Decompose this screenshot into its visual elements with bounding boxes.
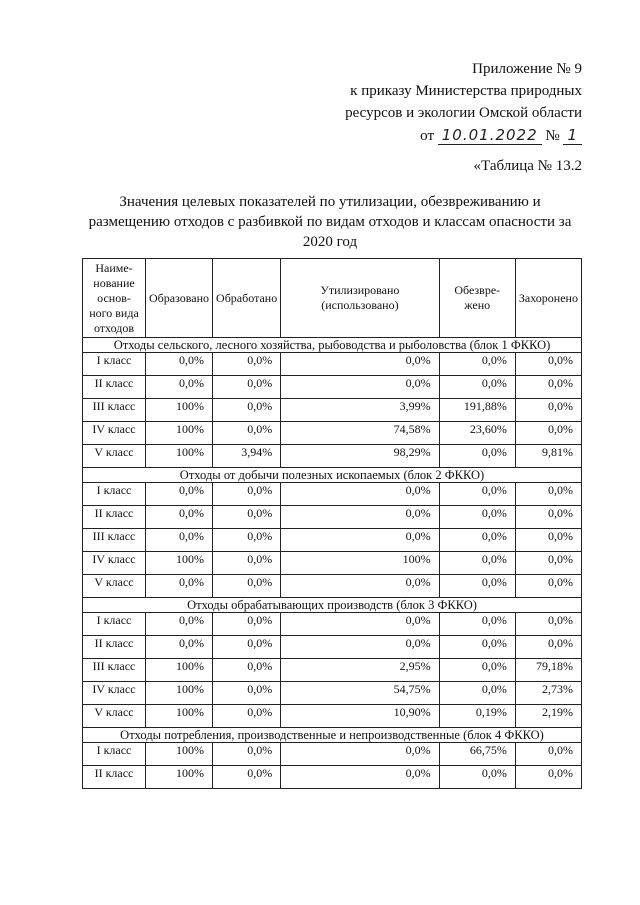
buried-cell: 9,81%	[515, 445, 581, 468]
class-cell: I класс	[83, 613, 146, 636]
table-row	[83, 483, 582, 506]
processed-cell: 0,0%	[213, 399, 281, 422]
class-cell: IV класс	[83, 552, 146, 575]
class-cell: II класс	[83, 636, 146, 659]
order-reference	[420, 124, 582, 147]
block-title-row	[83, 468, 582, 483]
class-cell: V класс	[83, 575, 146, 598]
buried-cell: 0,0%	[515, 353, 581, 376]
buried-cell: 79,18%	[515, 659, 581, 682]
buried-cell: 2,73%	[515, 682, 581, 705]
order-number: 1	[563, 126, 582, 145]
neutralized-cell: 191,88%	[439, 399, 515, 422]
buried-cell: 0,0%	[515, 552, 581, 575]
utilized-cell: 0,0%	[281, 613, 439, 636]
waste-targets-table	[82, 258, 582, 789]
table-row	[83, 399, 582, 422]
class-cell: III класс	[83, 659, 146, 682]
table-row	[83, 636, 582, 659]
class-cell: V класс	[83, 445, 146, 468]
buried-cell: 0,0%	[515, 636, 581, 659]
table-row	[83, 422, 582, 445]
utilized-cell: 0,0%	[281, 766, 439, 789]
block-title: Отходы обрабатывающих производств (блок 3 ФККО)	[83, 598, 582, 613]
generated-cell: 0,0%	[146, 376, 213, 399]
appendix-line-2: к приказу Министерства природных	[350, 83, 582, 99]
generated-cell: 100%	[146, 445, 213, 468]
generated-cell: 0,0%	[146, 529, 213, 552]
generated-cell: 100%	[146, 743, 213, 766]
table-row	[83, 445, 582, 468]
generated-cell: 0,0%	[146, 613, 213, 636]
neutralized-cell: 0,0%	[439, 575, 515, 598]
buried-cell: 0,0%	[515, 613, 581, 636]
buried-cell: 0,0%	[515, 743, 581, 766]
class-cell: II класс	[83, 506, 146, 529]
processed-cell: 0,0%	[213, 506, 281, 529]
class-cell: IV класс	[83, 682, 146, 705]
buried-cell: 0,0%	[515, 376, 581, 399]
table-label: «Таблица № 13.2	[473, 158, 582, 174]
table-row	[83, 766, 582, 789]
table-row	[83, 682, 582, 705]
class-cell: I класс	[83, 353, 146, 376]
processed-cell: 0,0%	[213, 682, 281, 705]
processed-cell: 0,0%	[213, 376, 281, 399]
block-title-row	[83, 728, 582, 743]
generated-cell: 100%	[146, 705, 213, 728]
buried-cell: 0,0%	[515, 422, 581, 445]
neutralized-cell: 0,0%	[439, 529, 515, 552]
class-cell: III класс	[83, 529, 146, 552]
appendix-line-3: ресурсов и экологии Омской области	[345, 105, 582, 121]
class-cell: I класс	[83, 483, 146, 506]
neutralized-cell: 0,0%	[439, 353, 515, 376]
table-row	[83, 575, 582, 598]
table-row	[83, 743, 582, 766]
utilized-cell: 2,95%	[281, 659, 439, 682]
utilized-cell: 10,90%	[281, 705, 439, 728]
block-title: Отходы сельского, лесного хозяйства, рыбоводства и рыболовства (блок 1 ФККО)	[83, 338, 582, 353]
processed-cell: 0,0%	[213, 552, 281, 575]
header-waste-type: Наиме-нование основ-ного вида отходов	[83, 259, 146, 338]
utilized-cell: 0,0%	[281, 743, 439, 766]
order-date: 10.01.2022	[438, 126, 542, 145]
utilized-cell: 0,0%	[281, 483, 439, 506]
processed-cell: 0,0%	[213, 422, 281, 445]
class-cell: II класс	[83, 376, 146, 399]
neutralized-cell: 0,0%	[439, 483, 515, 506]
neutralized-cell: 0,0%	[439, 682, 515, 705]
buried-cell: 0,0%	[515, 529, 581, 552]
neutralized-cell: 0,0%	[439, 636, 515, 659]
buried-cell: 0,0%	[515, 575, 581, 598]
processed-cell: 0,0%	[213, 766, 281, 789]
buried-cell: 0,0%	[515, 766, 581, 789]
utilized-cell: 0,0%	[281, 529, 439, 552]
block-title-row	[83, 338, 582, 353]
order-number-label: №	[545, 128, 560, 144]
utilized-cell: 0,0%	[281, 506, 439, 529]
table-row	[83, 506, 582, 529]
buried-cell: 0,0%	[515, 399, 581, 422]
generated-cell: 100%	[146, 422, 213, 445]
table-row	[83, 529, 582, 552]
processed-cell: 0,0%	[213, 483, 281, 506]
neutralized-cell: 0,0%	[439, 766, 515, 789]
processed-cell: 3,94%	[213, 445, 281, 468]
table-row	[83, 705, 582, 728]
utilized-cell: 0,0%	[281, 575, 439, 598]
table-row	[83, 659, 582, 682]
generated-cell: 100%	[146, 766, 213, 789]
processed-cell: 0,0%	[213, 659, 281, 682]
neutralized-cell: 0,0%	[439, 552, 515, 575]
processed-cell: 0,0%	[213, 529, 281, 552]
neutralized-cell: 0,0%	[439, 613, 515, 636]
class-cell: I класс	[83, 743, 146, 766]
header-generated: Образовано	[146, 259, 213, 338]
buried-cell: 2,19%	[515, 705, 581, 728]
neutralized-cell: 0,0%	[439, 506, 515, 529]
processed-cell: 0,0%	[213, 636, 281, 659]
document-title: Значения целевых показателей по утилизации, обезвреживанию и размещению отходов с разбивкой по видам отходов и классам опасности за 2020 год	[88, 194, 572, 250]
utilized-cell: 0,0%	[281, 353, 439, 376]
generated-cell: 0,0%	[146, 483, 213, 506]
utilized-cell: 74,58%	[281, 422, 439, 445]
header-neutralized: Обезвре-жено	[439, 259, 515, 338]
header-processed: Обработано	[213, 259, 281, 338]
generated-cell: 0,0%	[146, 575, 213, 598]
utilized-cell: 3,99%	[281, 399, 439, 422]
neutralized-cell: 0,0%	[439, 376, 515, 399]
utilized-cell: 0,0%	[281, 376, 439, 399]
table-row	[83, 376, 582, 399]
class-cell: III класс	[83, 399, 146, 422]
class-cell: V класс	[83, 705, 146, 728]
processed-cell: 0,0%	[213, 705, 281, 728]
generated-cell: 0,0%	[146, 353, 213, 376]
generated-cell: 100%	[146, 682, 213, 705]
class-cell: IV класс	[83, 422, 146, 445]
table-row	[83, 353, 582, 376]
processed-cell: 0,0%	[213, 575, 281, 598]
table-row	[83, 613, 582, 636]
utilized-cell: 54,75%	[281, 682, 439, 705]
header-buried: Захоронено	[515, 259, 581, 338]
appendix-header	[345, 58, 582, 147]
processed-cell: 0,0%	[213, 743, 281, 766]
header-utilized: Утилизировано (использовано)	[281, 259, 439, 338]
table-header-row	[83, 259, 582, 338]
utilized-cell: 100%	[281, 552, 439, 575]
generated-cell: 0,0%	[146, 636, 213, 659]
generated-cell: 100%	[146, 552, 213, 575]
generated-cell: 100%	[146, 659, 213, 682]
class-cell: II класс	[83, 766, 146, 789]
generated-cell: 0,0%	[146, 506, 213, 529]
block-title: Отходы от добычи полезных ископаемых (блок 2 ФККО)	[83, 468, 582, 483]
processed-cell: 0,0%	[213, 353, 281, 376]
neutralized-cell: 0,19%	[439, 705, 515, 728]
generated-cell: 100%	[146, 399, 213, 422]
utilized-cell: 98,29%	[281, 445, 439, 468]
block-title: Отходы потребления, производственные и непроизводственные (блок 4 ФККО)	[83, 728, 582, 743]
buried-cell: 0,0%	[515, 483, 581, 506]
neutralized-cell: 23,60%	[439, 422, 515, 445]
neutralized-cell: 0,0%	[439, 445, 515, 468]
buried-cell: 0,0%	[515, 506, 581, 529]
appendix-line-1: Приложение № 9	[472, 61, 582, 77]
block-title-row	[83, 598, 582, 613]
utilized-cell: 0,0%	[281, 636, 439, 659]
table-row	[83, 552, 582, 575]
neutralized-cell: 0,0%	[439, 659, 515, 682]
processed-cell: 0,0%	[213, 613, 281, 636]
neutralized-cell: 66,75%	[439, 743, 515, 766]
order-prefix: от	[420, 128, 434, 144]
